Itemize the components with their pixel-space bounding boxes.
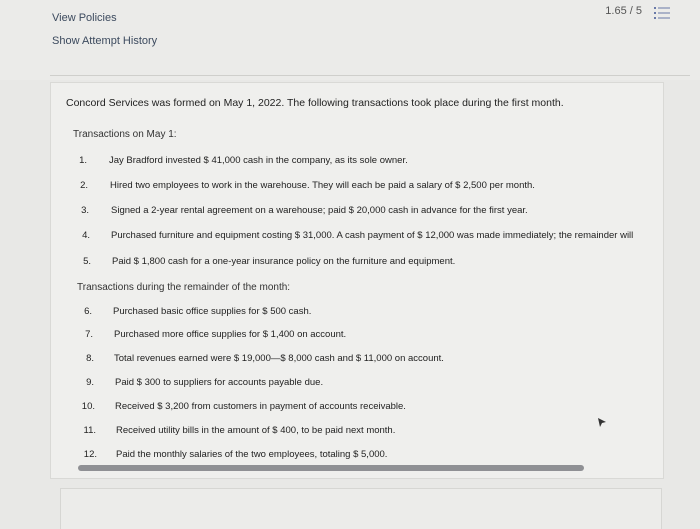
transaction-text: Paid $ 300 to suppliers for accounts payable due. xyxy=(115,377,324,388)
show-attempt-history-link[interactable]: Show Attempt History xyxy=(52,35,158,47)
transaction-text: Jay Bradford invested $ 41,000 cash in the company, as its sole owner. xyxy=(109,155,408,166)
transaction-number: 7. xyxy=(85,329,93,340)
list-menu-icon[interactable] xyxy=(654,5,670,21)
transaction-number: 11. xyxy=(83,425,96,436)
transaction-text: Purchased more office supplies for $ 1,400 on account. xyxy=(114,329,347,340)
transaction-text: Received $ 3,200 from customers in payment of accounts receivable. xyxy=(115,401,406,412)
transaction-text: Total revenues earned were $ 19,000—$ 8,000 cash and $ 11,000 on account. xyxy=(114,353,444,364)
transaction-text: Signed a 2-year rental agreement on a warehouse; paid $ 20,000 cash in advance for the first year. xyxy=(111,205,528,216)
transaction-number: 9. xyxy=(86,377,94,388)
question-intro: Concord Services was formed on May 1, 2022. The following transactions took place during the first month. xyxy=(66,97,564,109)
transaction-text: Paid the monthly salaries of the two employees, totaling $ 5,000. xyxy=(116,449,388,460)
transaction-number: 8. xyxy=(86,353,94,364)
transaction-text: Received utility bills in the amount of $ 400, to be paid next month. xyxy=(116,425,396,436)
score-display: 1.65 / 5 xyxy=(605,5,642,17)
transaction-number: 2. xyxy=(80,180,88,191)
horizontal-scrollbar[interactable] xyxy=(78,465,584,471)
transaction-number: 3. xyxy=(81,205,89,216)
transaction-text: Paid $ 1,800 cash for a one-year insurance policy on the furniture and equipment. xyxy=(112,256,456,267)
question-panel xyxy=(50,82,664,479)
transaction-text: Hired two employees to work in the warehouse. They will each be paid a salary of $ 2,500 per month. xyxy=(110,180,535,191)
transaction-number: 12. xyxy=(83,449,97,460)
section-title-remainder: Transactions during the remainder of the month: xyxy=(77,282,291,293)
transaction-number: 4. xyxy=(82,230,90,241)
transaction-number: 6. xyxy=(84,306,92,317)
transaction-number: 5. xyxy=(83,256,91,267)
view-policies-link[interactable]: View Policies xyxy=(52,12,117,24)
transaction-text: Purchased basic office supplies for $ 500 cash. xyxy=(113,306,312,317)
transaction-text: Purchased furniture and equipment costing $ 31,000. A cash payment of $ 12,000 was made immediately; the remainder will xyxy=(111,230,634,241)
section-title-may-1: Transactions on May 1: xyxy=(73,129,177,140)
mouse-cursor-icon xyxy=(597,417,607,429)
transaction-number: 10. xyxy=(81,401,95,412)
answer-panel xyxy=(60,488,662,529)
header-divider xyxy=(50,75,690,76)
transaction-number: 1. xyxy=(79,155,87,166)
